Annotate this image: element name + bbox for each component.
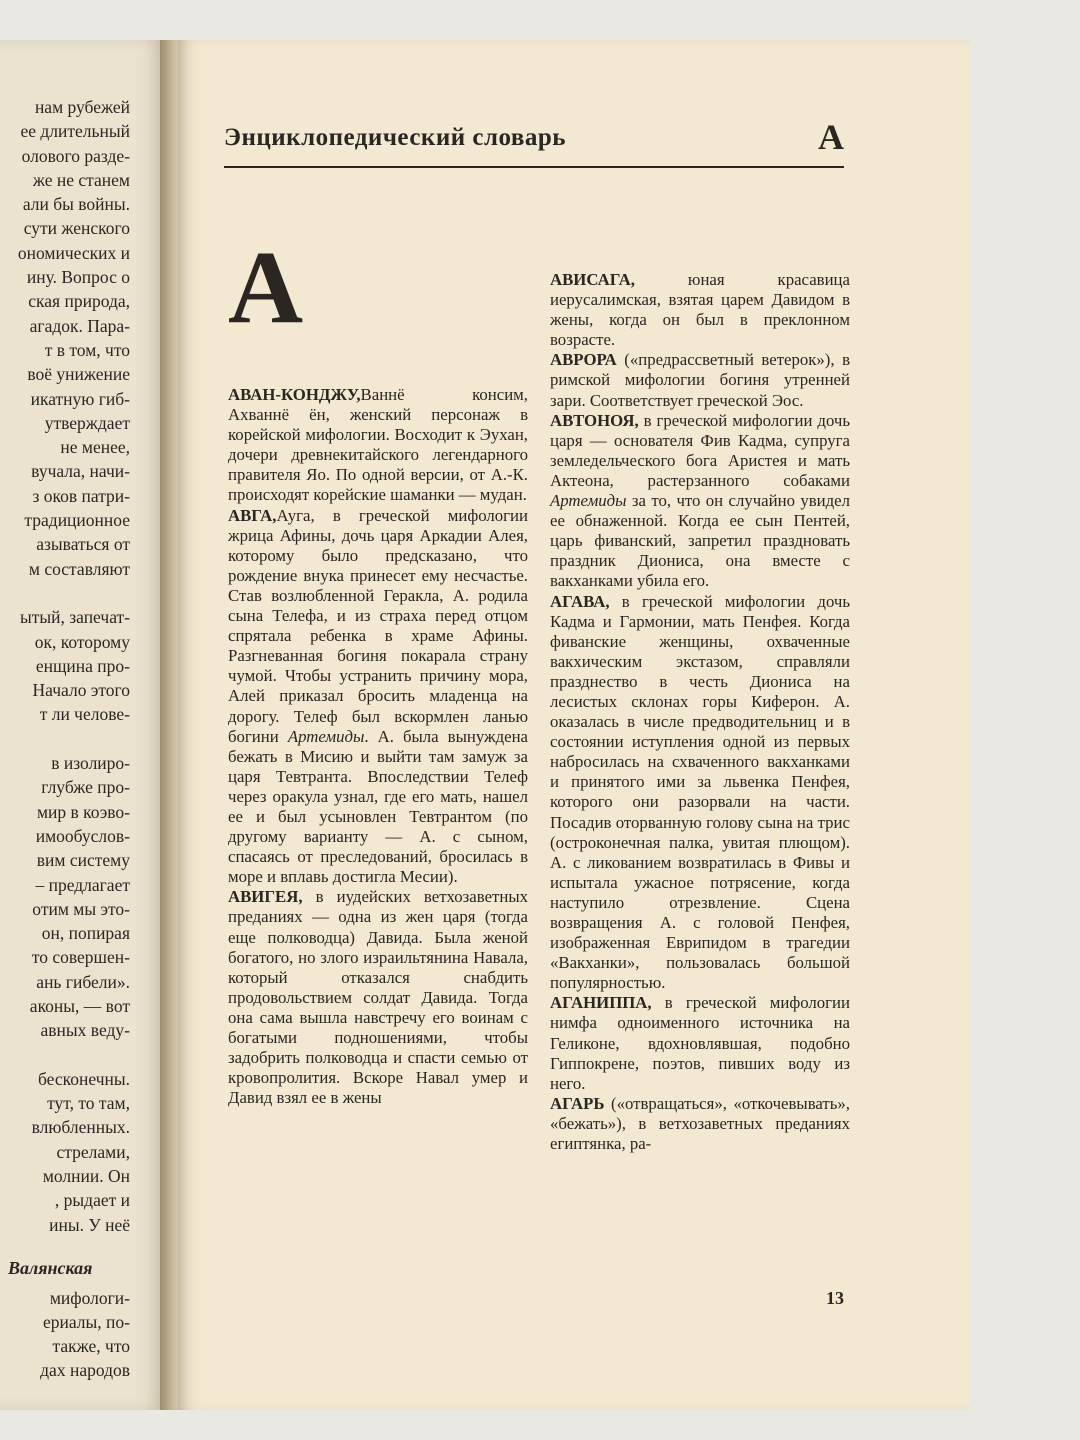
left-page-signature: Валянская xyxy=(8,1258,93,1278)
entry-italic-text: Артемиды xyxy=(550,491,627,511)
left-page-line: утверждает xyxy=(44,412,130,433)
left-page-line xyxy=(0,727,130,751)
entry-headword: АГАВА, xyxy=(550,591,610,611)
left-page-line: то совершен- xyxy=(31,947,130,968)
left-page-line: икатную гиб- xyxy=(30,388,130,409)
left-page-line: молнии. Он xyxy=(42,1166,130,1187)
column-1 xyxy=(228,385,528,1108)
dictionary-entry xyxy=(550,592,850,994)
left-page-line: Начало этого xyxy=(32,680,130,701)
page-number: 13 xyxy=(826,1288,844,1308)
left-page-line: дах народов xyxy=(40,1360,130,1381)
entry-headword: АГАРЬ xyxy=(550,1093,605,1113)
left-page-line: мир в коэво- xyxy=(36,801,130,822)
entry-text: в греческой мифологии нимфа одноименного источника на Геликоне, вдохновлявшая, подобно Гиппокрене, поэтов, пивших воду из него. xyxy=(550,993,850,1093)
left-page-line: ономических и xyxy=(17,242,130,263)
left-page-line: т ли челове- xyxy=(39,704,130,725)
running-header-letter: А xyxy=(818,117,844,157)
left-page-line: авных веду- xyxy=(40,1020,130,1041)
left-page-line: тут, то там, xyxy=(47,1093,130,1114)
dictionary-entry xyxy=(550,350,850,410)
left-page-line: вучала, начи- xyxy=(31,461,130,482)
left-page-line: ериалы, по- xyxy=(43,1311,130,1332)
left-page-line xyxy=(0,581,130,605)
dictionary-entry xyxy=(228,887,528,1108)
dictionary-entry xyxy=(550,1094,850,1154)
entry-italic-text: Артемиды xyxy=(278,726,365,746)
section-letter: А xyxy=(228,230,304,345)
left-page-line: , рыдает и xyxy=(54,1190,130,1211)
entry-headword: АВГА, xyxy=(228,505,277,525)
left-page-line: агадок. Пара- xyxy=(29,315,130,336)
left-page-line: ину. Вопрос о xyxy=(26,267,130,288)
left-page-line: мифологи- xyxy=(49,1287,130,1308)
entry-text: в греческой мифологии дочь царя — основателя Фив Кадма, супруга земледельческого бога Аристея и мать Актеона, растерзанного собаками xyxy=(550,410,850,490)
column-2 xyxy=(550,270,850,1154)
entry-text-continued: за то, что он случайно увидел ее обнаженной. Когда ее сын Пентей, царь фиванский, запретил праздновать праздник Диониса, она вместе с вакханками убила его. xyxy=(550,491,850,591)
left-page-line: ее длительный xyxy=(20,121,130,142)
dictionary-entry xyxy=(550,993,850,1093)
entry-headword: АГАНИППА, xyxy=(550,993,652,1013)
dictionary-entry xyxy=(550,411,850,592)
left-page-line: влюбленных. xyxy=(31,1117,130,1138)
dictionary-entry xyxy=(228,385,528,506)
left-page-text xyxy=(0,95,130,1383)
left-page-line: нам рубежей xyxy=(34,97,130,117)
left-page-line: воё унижение xyxy=(27,364,130,385)
running-header-title: Энциклопедический словарь xyxy=(224,124,567,151)
entry-headword: АВИСАГА, xyxy=(550,270,635,289)
entry-text: («отвращаться», «откочевывать», «бежать»), в ветхозаветных преданиях египтянка, ра- xyxy=(550,1093,850,1154)
left-page-line: глубже про- xyxy=(41,777,130,798)
entry-text: в греческой мифологии дочь Кадма и Гармонии, мать Пенфея. Когда фиванские женщины, охваченные вакхическим экстазом, справляли празднество в честь Диониса на лесистых склонах горы Киферон. А. оказалась в числе предводительниц и в состоянии иступления одной из первых набросилась на схваченного вакханками и принятого ими за львенка Пенфея, которого они разорвали на части. Посадив оторванную голову сына на трис (остроконечная палка, увитая плющом). А. с ликованием возвратилась в Фивы и испытала ужасное потрясение, когда наступило отрезвление. Сцена возвращения А. с головой Пенфея, изображенная Еврипидом в трагедии «Вакханки», пользовалась большой популярностью. xyxy=(550,591,850,993)
dictionary-entry xyxy=(228,506,528,888)
left-page-line: традиционное xyxy=(24,510,130,531)
left-page-line: аконы, — вот xyxy=(29,995,130,1016)
left-page-line: ань гибели». xyxy=(36,971,130,992)
left-page-line: отим мы это- xyxy=(32,898,130,919)
left-page-line: вим систему xyxy=(36,850,130,871)
entry-text: («предрассветный ветерок»), в римской мифологии богиня утренней зари. Соответствует греческой Эос. xyxy=(550,350,850,410)
left-page-line: ская природа, xyxy=(28,291,130,312)
entry-text: Ауга, в греческой мифологии жрица Афины, дочь царя Аркадии Алея, которому было предсказано, что рождение внука принесет ему несчастье. Став возлюбленной Геракла, А. родила сына Телефа, и из страха перед отцом спрятала ребенка в храме Афины. Разгневанная богиня покарала страну чумой. Чтобы устранить причину мора, Алей приказал бросить младенца на дорогу. Телеф был вскормлен ланью богини xyxy=(228,505,528,746)
left-page-line: ок, которому xyxy=(34,631,130,652)
left-page-line: олового разде- xyxy=(21,145,130,166)
left-page-line: али бы войны. xyxy=(22,194,130,215)
left-page-line: азываться от xyxy=(36,534,130,555)
left-page-line: енщина про- xyxy=(35,655,130,676)
left-page-line: з оков патри- xyxy=(32,485,130,506)
left-page-line: имообуслов- xyxy=(35,825,130,846)
left-page-line: не менее, xyxy=(60,437,130,458)
left-page-line: т в том, что xyxy=(44,339,130,360)
left-page-line: бесконечны. xyxy=(37,1068,130,1089)
entry-headword: АВИГЕЯ, xyxy=(228,887,303,907)
left-page-line: же не станем xyxy=(32,169,130,190)
left-page-line xyxy=(0,1043,130,1067)
left-page-line: в изолиро- xyxy=(51,753,130,774)
left-page-line: ины. У неё xyxy=(49,1214,130,1235)
left-page-line: ытый, запечат- xyxy=(19,607,130,628)
header-rule xyxy=(224,166,844,168)
entry-headword: АВРОРА xyxy=(550,350,617,370)
left-page xyxy=(0,40,168,1410)
entry-text: в иудейских ветхозаветных преданиях — одна из жен царя (тогда еще полководца) Давида. Была женой богатого, но злого израильтянина Навала, который отказался снабдить продовольствием солдат Давида. Тогда она сама вышла навстречу его воинам с богатыми подношениями, чтобы задобрить полководца и спасти семью от кровопролития. Вскоре Навал умер и Давид взял ее в жены xyxy=(228,887,528,1108)
left-page-line: – предлагает xyxy=(35,874,130,895)
left-page-line: также, что xyxy=(52,1336,130,1357)
dictionary-entry xyxy=(550,270,850,350)
left-page-line: он, попирая xyxy=(41,923,130,944)
entry-text: юная красавица иерусалимская, взятая царем Давидом в жены, когда он был в преклонном возрасте. xyxy=(550,270,850,350)
entry-headword: АВАН-КОНДЖУ, xyxy=(228,385,361,404)
right-page xyxy=(178,40,970,1410)
entry-text-continued: . А. была вынуждена бежать в Мисию и выйти там замуж за царя Тевтранта. Впоследствии Телеф через оракула узнал, где его мать, нашел ее и был усыновлен Тевтрантом (по другому варианту — А. с сыном, спасаясь от преследований, бросилась в море и вплавь достигла Месии). xyxy=(228,726,528,887)
entry-headword: АВТОНОЯ, xyxy=(550,410,639,430)
left-page-line: сути женского xyxy=(23,218,130,239)
left-page-line: м составляют xyxy=(28,558,130,579)
left-page-line: стрелами, xyxy=(56,1141,130,1162)
entry-text: Ваннё консим, Ахваннё ён, женский персонаж в корейской мифологии. Восходит к Эухан, дочери древнекитайского легендарного правителя Яо. По одной версии, от А.-К. происходят корейские шаманки — мудан. xyxy=(228,385,528,505)
